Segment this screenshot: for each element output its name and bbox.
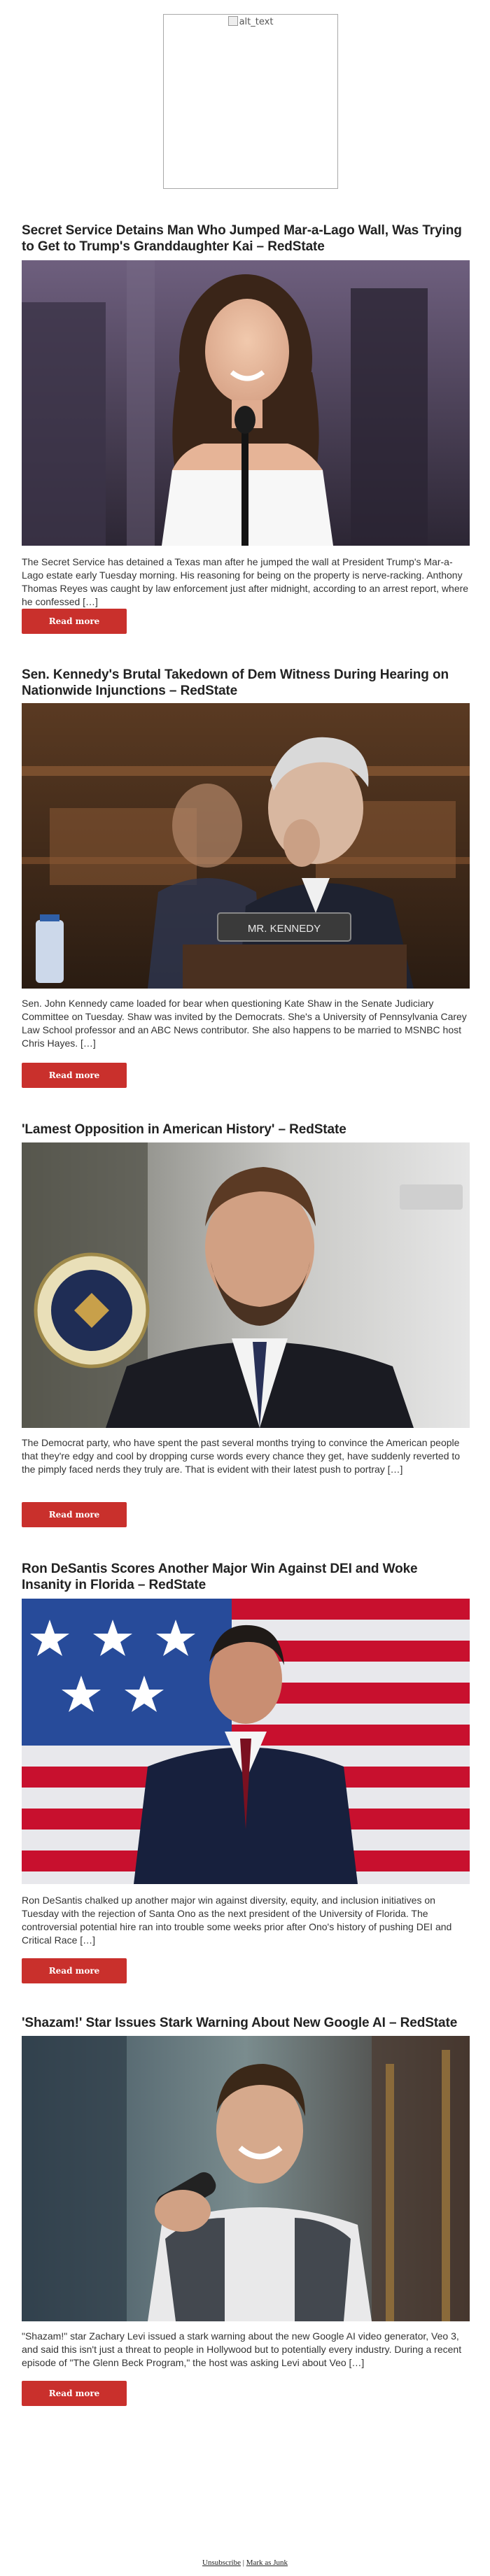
article-excerpt: Ron DeSantis chalked up another major win against diversity, equity, and inclusion initiatives on Tuesday with the rejection of Santa Ono as the next president of the University of Florida. The controversial potential hire ran into trouble some weeks prior after Ono's history of pushing DEI and Critical Race […] bbox=[22, 1895, 452, 1946]
article-photo[interactable] bbox=[22, 260, 470, 546]
article-1 bbox=[22, 222, 470, 626]
article-photo[interactable] bbox=[22, 2036, 470, 2321]
article-title[interactable]: 'Shazam!' Star Issues Stark Warning About New Google AI – RedState bbox=[22, 2016, 458, 2030]
footer bbox=[0, 2559, 490, 2567]
logo-alt-text: alt_text bbox=[239, 17, 274, 27]
logo-image[interactable] bbox=[163, 14, 338, 189]
article-photo[interactable] bbox=[22, 703, 470, 989]
nameplate-label: MR. KENNEDY bbox=[247, 923, 321, 935]
article-4 bbox=[22, 1561, 470, 1976]
mark-as-junk-link[interactable]: Mark as Junk bbox=[246, 2559, 288, 2567]
read-more-button[interactable]: Read more bbox=[22, 1958, 127, 1983]
article-photo[interactable] bbox=[22, 1599, 470, 1884]
article-excerpt: The Secret Service has detained a Texas man after he jumped the wall at President Trump's Mar-a-Lago estate early Tuesday morning. His reasoning for being on the property is nerve-racking. Anthony Thomas Reyes was caught by law enforcement just after midnight, according to an arrest report, where he confessed […] bbox=[22, 556, 469, 607]
read-more-button[interactable]: Read more bbox=[22, 1502, 127, 1527]
article-excerpt: Sen. John Kennedy came loaded for bear when questioning Kate Shaw in the Senate Judiciary Committee on Tuesday. Shaw was invited by the Democrats. She's a University of Pennsylvania Carey Law School professor and an ABC News contributor. She also happens to be married to MSNBC host Chris Hayes. […] bbox=[22, 998, 467, 1049]
article-5 bbox=[22, 2015, 470, 2398]
article-3 bbox=[22, 1121, 470, 1520]
article-title[interactable]: 'Lamest Opposition in American History' – RedState bbox=[22, 1122, 346, 1137]
article-title[interactable]: Secret Service Detains Man Who Jumped Mar-a-Lago Wall, Was Trying to Get to Trump's Granddaughter Kai – RedState bbox=[22, 223, 462, 254]
article-title[interactable]: Ron DeSantis Scores Another Major Win Against DEI and Woke Insanity in Florida – RedState bbox=[22, 1562, 418, 1592]
article-excerpt: "Shazam!" star Zachary Levi issued a stark warning about the new Google AI video generator, Veo 3, and said this isn't just a threat to people in Hollywood but to potentially every industry. During a recent episode of "The Glenn Beck Program," the host was asking Levi about Veo […] bbox=[22, 2330, 462, 2368]
read-more-button[interactable]: Read more bbox=[22, 609, 127, 634]
article-2 bbox=[22, 667, 470, 1080]
article-excerpt: The Democrat party, who have spent the past several months trying to convince the American people that they're edgy and cool by dropping curse words every chance they get, have suddenly reverted to the pimply faced nerds they truly are. That is evident with their latest push to portray […] bbox=[22, 1437, 461, 1475]
unsubscribe-link[interactable]: Unsubscribe bbox=[202, 2559, 241, 2567]
broken-image-icon bbox=[228, 16, 238, 26]
footer-separator: | bbox=[242, 2559, 244, 2567]
article-title[interactable]: Sen. Kennedy's Brutal Takedown of Dem Witness During Hearing on Nationwide Injunctions – RedState bbox=[22, 667, 449, 698]
article-photo[interactable] bbox=[22, 1142, 470, 1428]
read-more-button[interactable]: Read more bbox=[22, 2381, 127, 2406]
read-more-button[interactable]: Read more bbox=[22, 1063, 127, 1088]
broken-image-placeholder bbox=[164, 16, 337, 27]
